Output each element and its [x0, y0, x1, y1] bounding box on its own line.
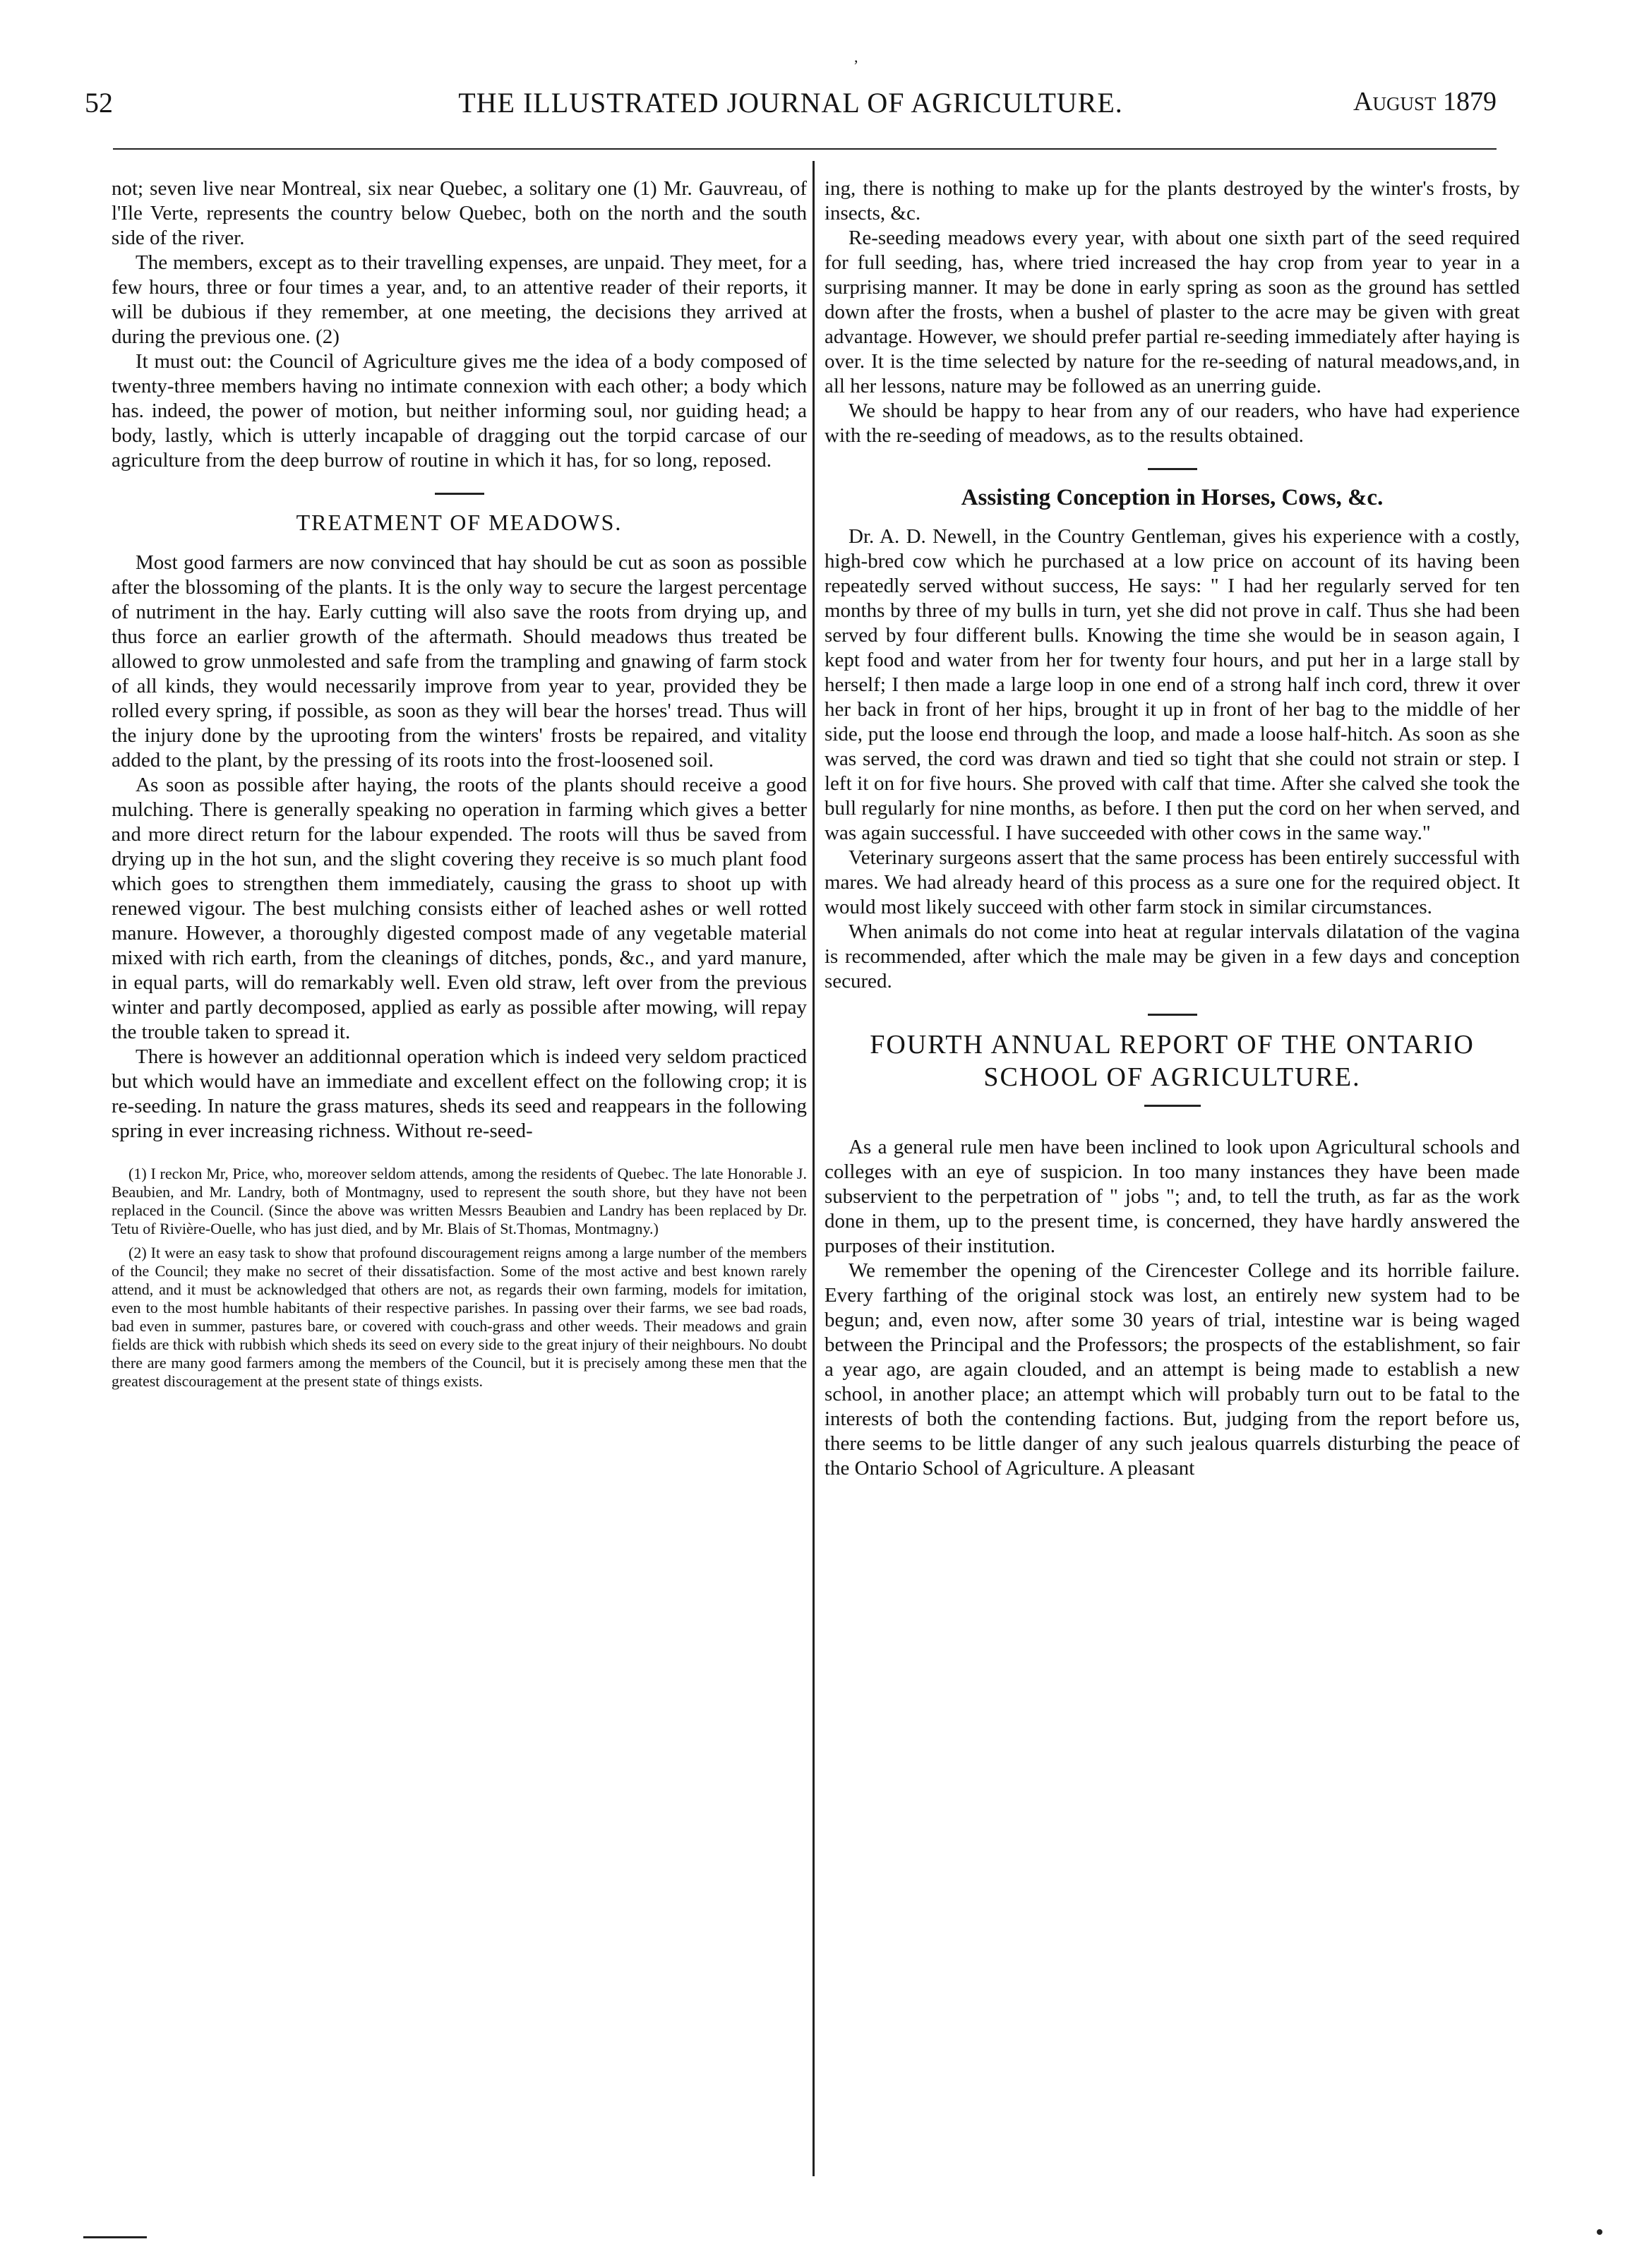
paragraph: When animals do not come into heat at regular intervals dilatation of the vagina is recommended, after which the male may be given in a few days and conception secured.	[825, 920, 1520, 992]
paragraph: As soon as possible after haying, the roots of the plants should receive a good mulching. There is generally speaking no operation in farming which gives a better and more direct return for the labour expended. The roots will thus be saved from drying up in the hot sun, and the slight covering they receive is so much plant food which goes to strengthen them immediately, causing the grass to shoot up with renewed vigour. The best mulching consists either of leached ashes or well rotted manure. However, a thoroughly digested compost made of any vegetable material mixed with rich earth, from the cleanings of ditches, ponds, &c., and yard manure, in equal parts, will do remarkably well. Even old straw, left over from the previous winter and partly decomposed, applied as early as possible after mowing, will repay the trouble taken to spread it.	[112, 774, 807, 1043]
paragraph: We should be happy to hear from any of our readers, who have had experience with the re-seeding of meadows, as to the results obtained.	[825, 400, 1520, 447]
section-heading-meadows: TREATMENT OF MEADOWS.	[296, 510, 623, 535]
journal-title: THE ILLUSTRATED JOURNAL OF AGRICULTURE.	[458, 87, 1123, 119]
paragraph: We remember the opening of the Cirencester College and its horrible failure. Every farthing of the original stock was lost, an entirely new system had to be begun; and, even now, after some 30 years of trial, intestine war is being waged between the Principal and the Professors; the prospects of the establishment, so fair a year ago, are again clouded, and an attempt is being made to establish a new school, in another place; an attempt which will probably turn out to be fatal to the interests of both the contending factions. But, judging from the report before us, there seems to be little danger of any such jealous quarrels disturbing the peace of the Ontario School of Agriculture. A pleasant	[825, 1259, 1520, 1480]
paragraph: not; seven live near Montreal, six near Quebec, a solitary one (1) Mr. Gauvreau, of l'Ile Verte, represents the country below Quebec, both on the north and the south side of the river.	[112, 177, 807, 249]
paragraph: ing, there is nothing to make up for the plants destroyed by the winter's frosts, by insects, &c.	[825, 177, 1520, 224]
paragraph: It must out: the Council of Agriculture gives me the idea of a body composed of twenty-three members having no intimate connexion with each other; a body which has. indeed, the power of motion, but neither informing soul, nor guiding head; a body, lastly, which is utterly incapable of dragging out the torpid carcase of our agriculture from the deep burrow of routine in which it has, for so long, reposed.	[112, 350, 807, 472]
issue-date: August 1879	[1353, 87, 1497, 116]
paragraph: The members, except as to their travelling expenses, are unpaid. They meet, for a few hours, three or four times a year, and, to an attentive reader of their reports, it will be dubious if they remember, at one meeting, the decisions they arrived at during the previous one. (2)	[112, 251, 807, 348]
section-separator	[1148, 1014, 1197, 1016]
left-column	[112, 176, 807, 1391]
paragraph: As a general rule men have been inclined to look upon Agricultural schools and colleges with an eye of suspicion. In too many instances they have been made subservient to the perpetration of " jobs "; and, to tell the truth, as far as the work done in them, up to the present time, is concerned, they have hardly answered the purposes of their institution.	[825, 1136, 1520, 1257]
page-footer-rule	[83, 2236, 147, 2238]
section-separator	[435, 493, 484, 495]
print-mark	[1597, 2229, 1602, 2235]
column-divider	[812, 161, 815, 2176]
paragraph: Most good farmers are now convinced that hay should be cut as soon as possible after the blossoming of the plants. It is the only way to secure the largest percentage of nutriment in the hay. Early cutting will also save the roots from drying up, and thus force an earlier growth of the aftermath. Should meadows thus treated be allowed to grow unmolested and safe from the trampling and gnawing of farm stock of all kinds, they would necessarily improve from year to year, provided they be rolled every spring, if possible, as soon as they will bear the horses' tread. Thus will the injury done by the uprooting from the winters' frosts be repaired, and vitality added to the plant, by the pressing of its roots into the frost-loosened soil.	[112, 551, 807, 772]
header-rule	[113, 148, 1497, 150]
print-mark: ,	[854, 48, 858, 66]
footnote-2: (2) It were an easy task to show that profound discouragement reigns among a large number of the members of the Council; they make no secret of their dissatisfaction. Some of the most active and best known rarely attend, and it must be acknowledged that others are not, as regards their own farming, models for imitation, even to the most humble habitants of their respective parishes. In passing over their farms, we see bad roads, bad even in summer, pastures bare, or covered with couch-grass and other weeds. Their meadows and grain fields are thick with rubbish which sheds its seed on every side to the great injury of their neighbours. No doubt there are many good farmers among the members of the Council, but it is precisely among these men that the greatest discouragement at the present state of things exists.	[112, 1244, 807, 1390]
section-separator	[1148, 468, 1197, 470]
paragraph: Veterinary surgeons assert that the same process has been entirely successful with mares. We had already heard of this process as a sure one for the required object. It would most likely succeed with other farm stock in similar circumstances.	[825, 846, 1520, 918]
paragraph: Dr. A. D. Newell, in the Country Gentleman, gives his experience with a costly, high-bred cow which he purchased at a low price on account of its having been repeatedly served without success, He says: " I had her regularly served for ten months by three of my bulls in turn, yet she did not prove in calf. Thus she had been served by four different bulls. Knowing the time she would be in season again, I kept food and water from her for twenty four hours, and put her in a large stall by herself; I then made a large loop in one end of a strong half inch cord, threw it over her back in front of her hips, brought it up in front of her bag to the middle of her side, put the loose end through the loop, and made a loose half-hitch. As soon as she was served, the cord was drawn and tied so tight that she could not strain or step. I left it on for five hours. She proved with calf that time. After she calved she took the bull regularly for nine months, as before. I then put the cord on her when served, and was again successful. I have succeeded with other cows in the same way."	[825, 525, 1520, 844]
right-column	[825, 176, 1520, 1481]
section-heading-ontario-report: FOURTH ANNUAL REPORT OF THE ONTARIO SCHOOL OF AGRICULTURE.	[870, 1030, 1475, 1092]
paragraph: Re-seeding meadows every year, with about one sixth part of the seed required for full seeding, has, where tried increased the hay crop from year to year in a surprising manner. It may be done in early spring as soon as the ground has settled down after the frosts, when a bushel of plaster to the acre may be given with great advantage. However, we should prefer partial re-seeding immediately after haying is over. It is the time selected by nature for the re-seeding of natural meadows,and, in all her lessons, nature may be followed as an unerring guide.	[825, 227, 1520, 397]
footnote-1: (1) I reckon Mr, Price, who, moreover seldom attends, among the residents of Quebec. The late Honorable J. Beaubien, and Mr. Landry, both of Montmagny, used to represent the south shore, but they have not been replaced in the Council. (Since the above was written Messrs Beaubien and Landry has been replaced by Dr. Tetu of Rivière-Ouelle, who has just died, and by Mr. Blais of St.Thomas, Montmagny.)	[112, 1165, 807, 1237]
section-separator	[1144, 1105, 1201, 1107]
page-header	[85, 86, 1497, 128]
paragraph: There is however an additionnal operation which is indeed very seldom practiced but which would have an immediate and excellent effect on the following crop; it is re-seeding. In nature the grass matures, sheds its seed and reappears in the following spring in ever increasing richness. Without re-seed-	[112, 1045, 807, 1142]
section-heading-conception: Assisting Conception in Horses, Cows, &c.	[961, 485, 1384, 510]
page-number: 52	[85, 87, 113, 119]
